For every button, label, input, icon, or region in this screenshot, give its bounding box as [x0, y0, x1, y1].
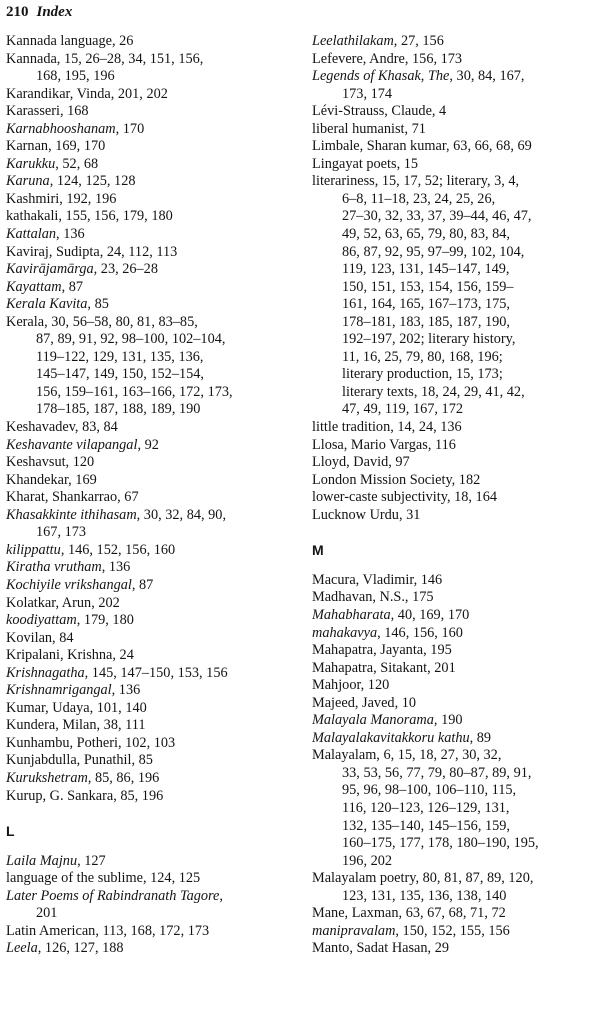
index-entry: [312, 507, 598, 525]
entry-text: Manto, Sadat Hasan, 29: [312, 940, 449, 957]
entry-text: London Mission Society, 182: [312, 471, 481, 488]
entry-text: 119, 123, 131, 145–147, 149,: [342, 261, 510, 278]
index-entry: [6, 86, 302, 104]
entry-text: , 85: [87, 296, 109, 313]
entry-text: 145–147, 149, 150, 152–154,: [36, 366, 204, 383]
index-entry: [312, 607, 598, 625]
section-spacer: [312, 559, 598, 572]
entry-text: Limbale, Sharan kumar, 63, 66, 68, 69: [312, 138, 532, 155]
entry-text: Latin American, 113, 168, 172, 173: [6, 922, 210, 939]
entry-text: , 40, 169, 170: [390, 607, 470, 623]
entry-text: 132, 135–140, 145–156, 159,: [342, 817, 510, 834]
index-entry: [312, 572, 598, 590]
running-title: Index: [36, 4, 73, 20]
section-spacer: [312, 524, 598, 542]
entry-text: Lévi-Strauss, Claude, 4: [312, 103, 447, 120]
entry-text: 201: [36, 905, 58, 922]
entry-title-italic: Kavirājamārga: [6, 261, 94, 278]
index-entry: [312, 695, 598, 713]
entry-text: Keshavadev, 83, 84: [6, 419, 118, 436]
entry-text: 150, 151, 153, 154, 156, 159–: [342, 278, 514, 295]
entry-text: Lingayat poets, 15: [312, 155, 419, 172]
entry-text: Karnan, 169, 170: [6, 138, 106, 155]
entry-text: , 87: [61, 278, 84, 295]
running-head: [6, 2, 72, 22]
index-entry: [6, 888, 302, 923]
index-entry: [312, 121, 598, 139]
index-entry: [312, 33, 598, 51]
entry-title-italic: Kiratha vrutham: [6, 559, 102, 576]
entry-text: Mahjoor, 120: [312, 677, 390, 694]
entry-text: little tradition, 14, 24, 136: [312, 419, 462, 436]
entry-title-italic: koodiyattam: [6, 612, 77, 629]
entry-title-italic: Kurukshetram: [6, 769, 88, 786]
index-entry: [312, 642, 598, 660]
entry-title-italic: kilippattu: [6, 541, 61, 558]
index-entry: [312, 437, 598, 455]
entry-text: Kunhambu, Potheri, 102, 103: [6, 734, 176, 751]
entry-text: Keshavsut, 120: [6, 454, 95, 471]
entry-text: Lloyd, David, 97: [312, 454, 410, 471]
entry-text: 192–197, 202; literary history,: [342, 331, 516, 348]
entry-text: ,: [219, 887, 223, 904]
entry-text: lower-caste subjectivity, 18, 164: [312, 489, 497, 506]
entry-title-italic: Karuna: [6, 173, 50, 190]
entry-title-italic: Kerala Kavita: [6, 296, 88, 313]
index-column-right: [312, 33, 598, 958]
index-entry: [312, 472, 598, 490]
entry-text: , 136: [101, 559, 131, 576]
index-entry: [312, 173, 598, 419]
index-entry: [312, 940, 598, 958]
entry-text: 168, 195, 196: [36, 68, 115, 85]
index-entry: [312, 923, 598, 941]
entry-text: Mane, Laxman, 63, 67, 68, 71, 72: [312, 905, 506, 922]
entry-text: Llosa, Mario Vargas, 116: [312, 436, 456, 453]
index-entry: [6, 419, 302, 437]
index-entry: [6, 51, 302, 86]
entry-text: , 136: [56, 226, 85, 243]
entry-text: language of the sublime, 124, 125: [6, 870, 201, 887]
index-entry: [6, 472, 302, 490]
entry-text: Kovilan, 84: [6, 629, 74, 646]
entry-text: Kurup, G. Sankara, 85, 196: [6, 787, 164, 804]
entry-text: Lefevere, Andre, 156, 173: [312, 50, 463, 67]
index-entry: [6, 542, 302, 560]
index-entry: [312, 677, 598, 695]
entry-text: 86, 87, 92, 95, 97–99, 102, 104,: [342, 243, 525, 260]
entry-text: liberal humanist, 71: [312, 120, 426, 137]
index-entry: [6, 752, 302, 770]
entry-text: 33, 53, 56, 77, 79, 80–87, 89, 91,: [342, 764, 532, 781]
entry-text: 119–122, 129, 131, 135, 136,: [36, 348, 204, 365]
index-entry: [6, 507, 302, 542]
entry-title-italic: Khasakkinte ithihasam: [6, 506, 137, 523]
entry-text: , 27, 156: [393, 33, 444, 49]
entry-text: Kundera, Milan, 38, 111: [6, 717, 146, 734]
entry-text: Kharat, Shankarrao, 67: [6, 489, 139, 506]
index-entry: [312, 747, 598, 870]
section-letter-l: L: [6, 822, 15, 839]
index-entry: [312, 103, 598, 121]
index-entry: [6, 647, 302, 665]
index-entry: [312, 489, 598, 507]
index-entry: [6, 33, 302, 51]
entry-text: kathakali, 155, 156, 179, 180: [6, 208, 173, 225]
entry-text: Kumar, Udaya, 101, 140: [6, 699, 147, 716]
entry-text: Mahapatra, Sitakant, 201: [312, 659, 456, 676]
entry-text: Kashmiri, 192, 196: [6, 190, 117, 207]
index-entry: [6, 454, 302, 472]
entry-text: , 150, 152, 155, 156: [395, 922, 510, 939]
index-entry: [312, 730, 598, 748]
entry-text: Lucknow Urdu, 31: [312, 506, 421, 523]
entry-text: 160–175, 177, 178, 180–190, 195,: [342, 835, 539, 852]
index-entry: [312, 660, 598, 678]
index-column-left: [6, 33, 302, 958]
entry-text: , 23, 26–28: [93, 261, 158, 278]
entry-text: 116, 120–123, 126–129, 131,: [342, 800, 510, 817]
entry-text: literary production, 15, 173;: [342, 366, 503, 383]
index-entry: [6, 940, 302, 958]
index-entry: [6, 208, 302, 226]
entry-text: Karasseri, 168: [6, 103, 89, 120]
entry-text: Kripalani, Krishna, 24: [6, 647, 134, 664]
section-spacer: [6, 805, 302, 823]
entry-title-italic: Mahabharata: [312, 607, 391, 623]
entry-text: 6–8, 11–18, 23, 24, 25, 26,: [342, 190, 496, 207]
entry-title-italic: Laila Majnu: [6, 852, 78, 869]
index-entry: [6, 612, 302, 630]
entry-text: 49, 52, 63, 65, 79, 80, 83, 84,: [342, 226, 510, 243]
entry-text: , 89: [469, 729, 492, 746]
entry-text: 178–185, 187, 188, 189, 190: [36, 401, 201, 418]
entry-text: literariness, 15, 17, 52; literary, 3, 4,: [312, 173, 520, 190]
entry-text: Kaviraj, Sudipta, 24, 112, 113: [6, 243, 178, 260]
entry-text: Majeed, Javed, 10: [312, 694, 417, 711]
index-entry: [6, 244, 302, 262]
entry-text: Kannada, 15, 26–28, 34, 151, 156,: [6, 50, 204, 67]
index-entry: [6, 665, 302, 683]
entry-text: Kerala, 30, 56–58, 80, 81, 83–85,: [6, 313, 198, 330]
entry-text: , 170: [115, 120, 145, 137]
index-entry: [6, 717, 302, 735]
index-entry: [6, 261, 302, 279]
entry-text: , 30, 84, 167,: [449, 68, 525, 85]
index-entry: [312, 454, 598, 472]
entry-title-italic: manipravalam: [312, 922, 396, 939]
entry-text: , 179, 180: [76, 612, 134, 629]
entry-text: 123, 131, 135, 136, 138, 140: [342, 887, 507, 904]
entry-text: , 92: [137, 436, 159, 453]
index-entry: [6, 559, 302, 577]
entry-title-italic: Later Poems of Rabindranath Tagore: [6, 887, 220, 904]
entry-text: 11, 16, 25, 79, 80, 168, 196;: [342, 348, 503, 365]
index-entry: [6, 138, 302, 156]
index-entry: [6, 173, 302, 191]
index-entry: [312, 905, 598, 923]
page-number: 210: [6, 4, 29, 20]
entry-text: , 146, 156, 160: [377, 624, 463, 641]
index-entry: [6, 870, 302, 888]
entry-text: 161, 164, 165, 167–173, 175,: [342, 296, 510, 313]
index-entry: [6, 489, 302, 507]
index-entry: [312, 870, 598, 905]
entry-text: 47, 49, 119, 167, 172: [342, 401, 463, 418]
entry-title-italic: Karukku: [6, 155, 56, 172]
entry-title-italic: Legends of Khasak, The: [312, 68, 450, 85]
index-entry: [6, 103, 302, 121]
index-entry: [6, 156, 302, 174]
entry-text: 173, 174: [342, 85, 393, 102]
section-spacer: [6, 840, 302, 853]
entry-text: Khandekar, 169: [6, 471, 97, 488]
entry-text: Kannada language, 26: [6, 33, 134, 49]
index-entry: [312, 419, 598, 437]
entry-text: , 87: [131, 576, 154, 593]
entry-title-italic: Krishnamrigangal: [6, 682, 112, 699]
entry-title-italic: mahakavya: [312, 624, 378, 641]
entry-text: Kolatkar, Arun, 202: [6, 594, 120, 611]
entry-text: Malayalam, 6, 15, 18, 27, 30, 32,: [312, 747, 502, 764]
entry-title-italic: Kattalan: [6, 226, 57, 243]
index-entry: [6, 437, 302, 455]
index-entry: [312, 138, 598, 156]
entry-text: Kunjabdulla, Punathil, 85: [6, 752, 153, 769]
index-entry: [6, 770, 302, 788]
index-entry: [6, 296, 302, 314]
entry-text: , 146, 152, 156, 160: [60, 541, 176, 558]
index-entry: [6, 121, 302, 139]
index-entry: [6, 314, 302, 419]
entry-text: , 127: [77, 852, 106, 869]
index-entry: [6, 682, 302, 700]
entry-text: Karandikar, Vinda, 201, 202: [6, 85, 168, 102]
entry-text: Mahapatra, Jayanta, 195: [312, 642, 452, 659]
entry-text: , 126, 127, 188: [37, 940, 124, 957]
entry-text: 156, 159–161, 163–166, 172, 173,: [36, 383, 233, 400]
index-entry: [6, 279, 302, 297]
entry-text: 87, 89, 91, 92, 98–100, 102–104,: [36, 331, 226, 348]
entry-text: , 30, 32, 84, 90,: [136, 506, 227, 523]
entry-text: 27–30, 32, 33, 37, 39–44, 46, 47,: [342, 208, 532, 225]
index-entry: [6, 226, 302, 244]
entry-title-italic: Kochiyile vrikshangal: [6, 576, 132, 593]
entry-text: , 124, 125, 128: [49, 173, 136, 190]
entry-text: 167, 173: [36, 524, 87, 541]
entry-text: , 52, 68: [55, 155, 99, 172]
entry-title-italic: Karnabhooshanam: [6, 120, 116, 137]
entry-text: Madhavan, N.S., 175: [312, 589, 434, 606]
entry-title-italic: Leelathilakam: [312, 33, 394, 49]
index-entry: [312, 712, 598, 730]
section-letter-m: M: [312, 541, 324, 558]
index-entry: [6, 577, 302, 595]
entry-text: Macura, Vladimir, 146: [312, 571, 443, 588]
index-entry: [6, 191, 302, 209]
index-entry: [312, 156, 598, 174]
entry-text: 178–181, 183, 185, 187, 190,: [342, 313, 510, 330]
index-entry: [312, 589, 598, 607]
index-entry: [6, 788, 302, 806]
entry-text: literary texts, 18, 24, 29, 41, 42,: [342, 383, 525, 400]
index-entry: [6, 595, 302, 613]
index-entry: [6, 853, 302, 871]
index-entry: [312, 51, 598, 69]
entry-title-italic: Malayala Manorama: [312, 712, 434, 729]
index-entry: [312, 68, 598, 103]
entry-title-italic: Malayalakavitakkoru kathu: [312, 729, 470, 746]
entry-text: , 190: [433, 712, 463, 729]
entry-text: 196, 202: [342, 852, 393, 869]
entry-title-italic: Kayattam: [6, 278, 62, 295]
entry-text: , 136: [111, 682, 141, 699]
entry-text: 95, 96, 98–100, 106–110, 115,: [342, 782, 517, 799]
index-entry: [6, 735, 302, 753]
index-entry: [312, 625, 598, 643]
entry-text: Malayalam poetry, 80, 81, 87, 89, 120,: [312, 870, 534, 887]
entry-text: , 85, 86, 196: [87, 769, 160, 786]
entry-text: , 145, 147–150, 153, 156: [84, 664, 228, 681]
index-entry: [6, 630, 302, 648]
entry-title-italic: Krishnagatha: [6, 664, 85, 681]
entry-title-italic: Leela: [6, 940, 38, 957]
index-entry: [6, 923, 302, 941]
index-entry: [6, 700, 302, 718]
entry-title-italic: Keshavante vilapangal: [6, 436, 138, 453]
